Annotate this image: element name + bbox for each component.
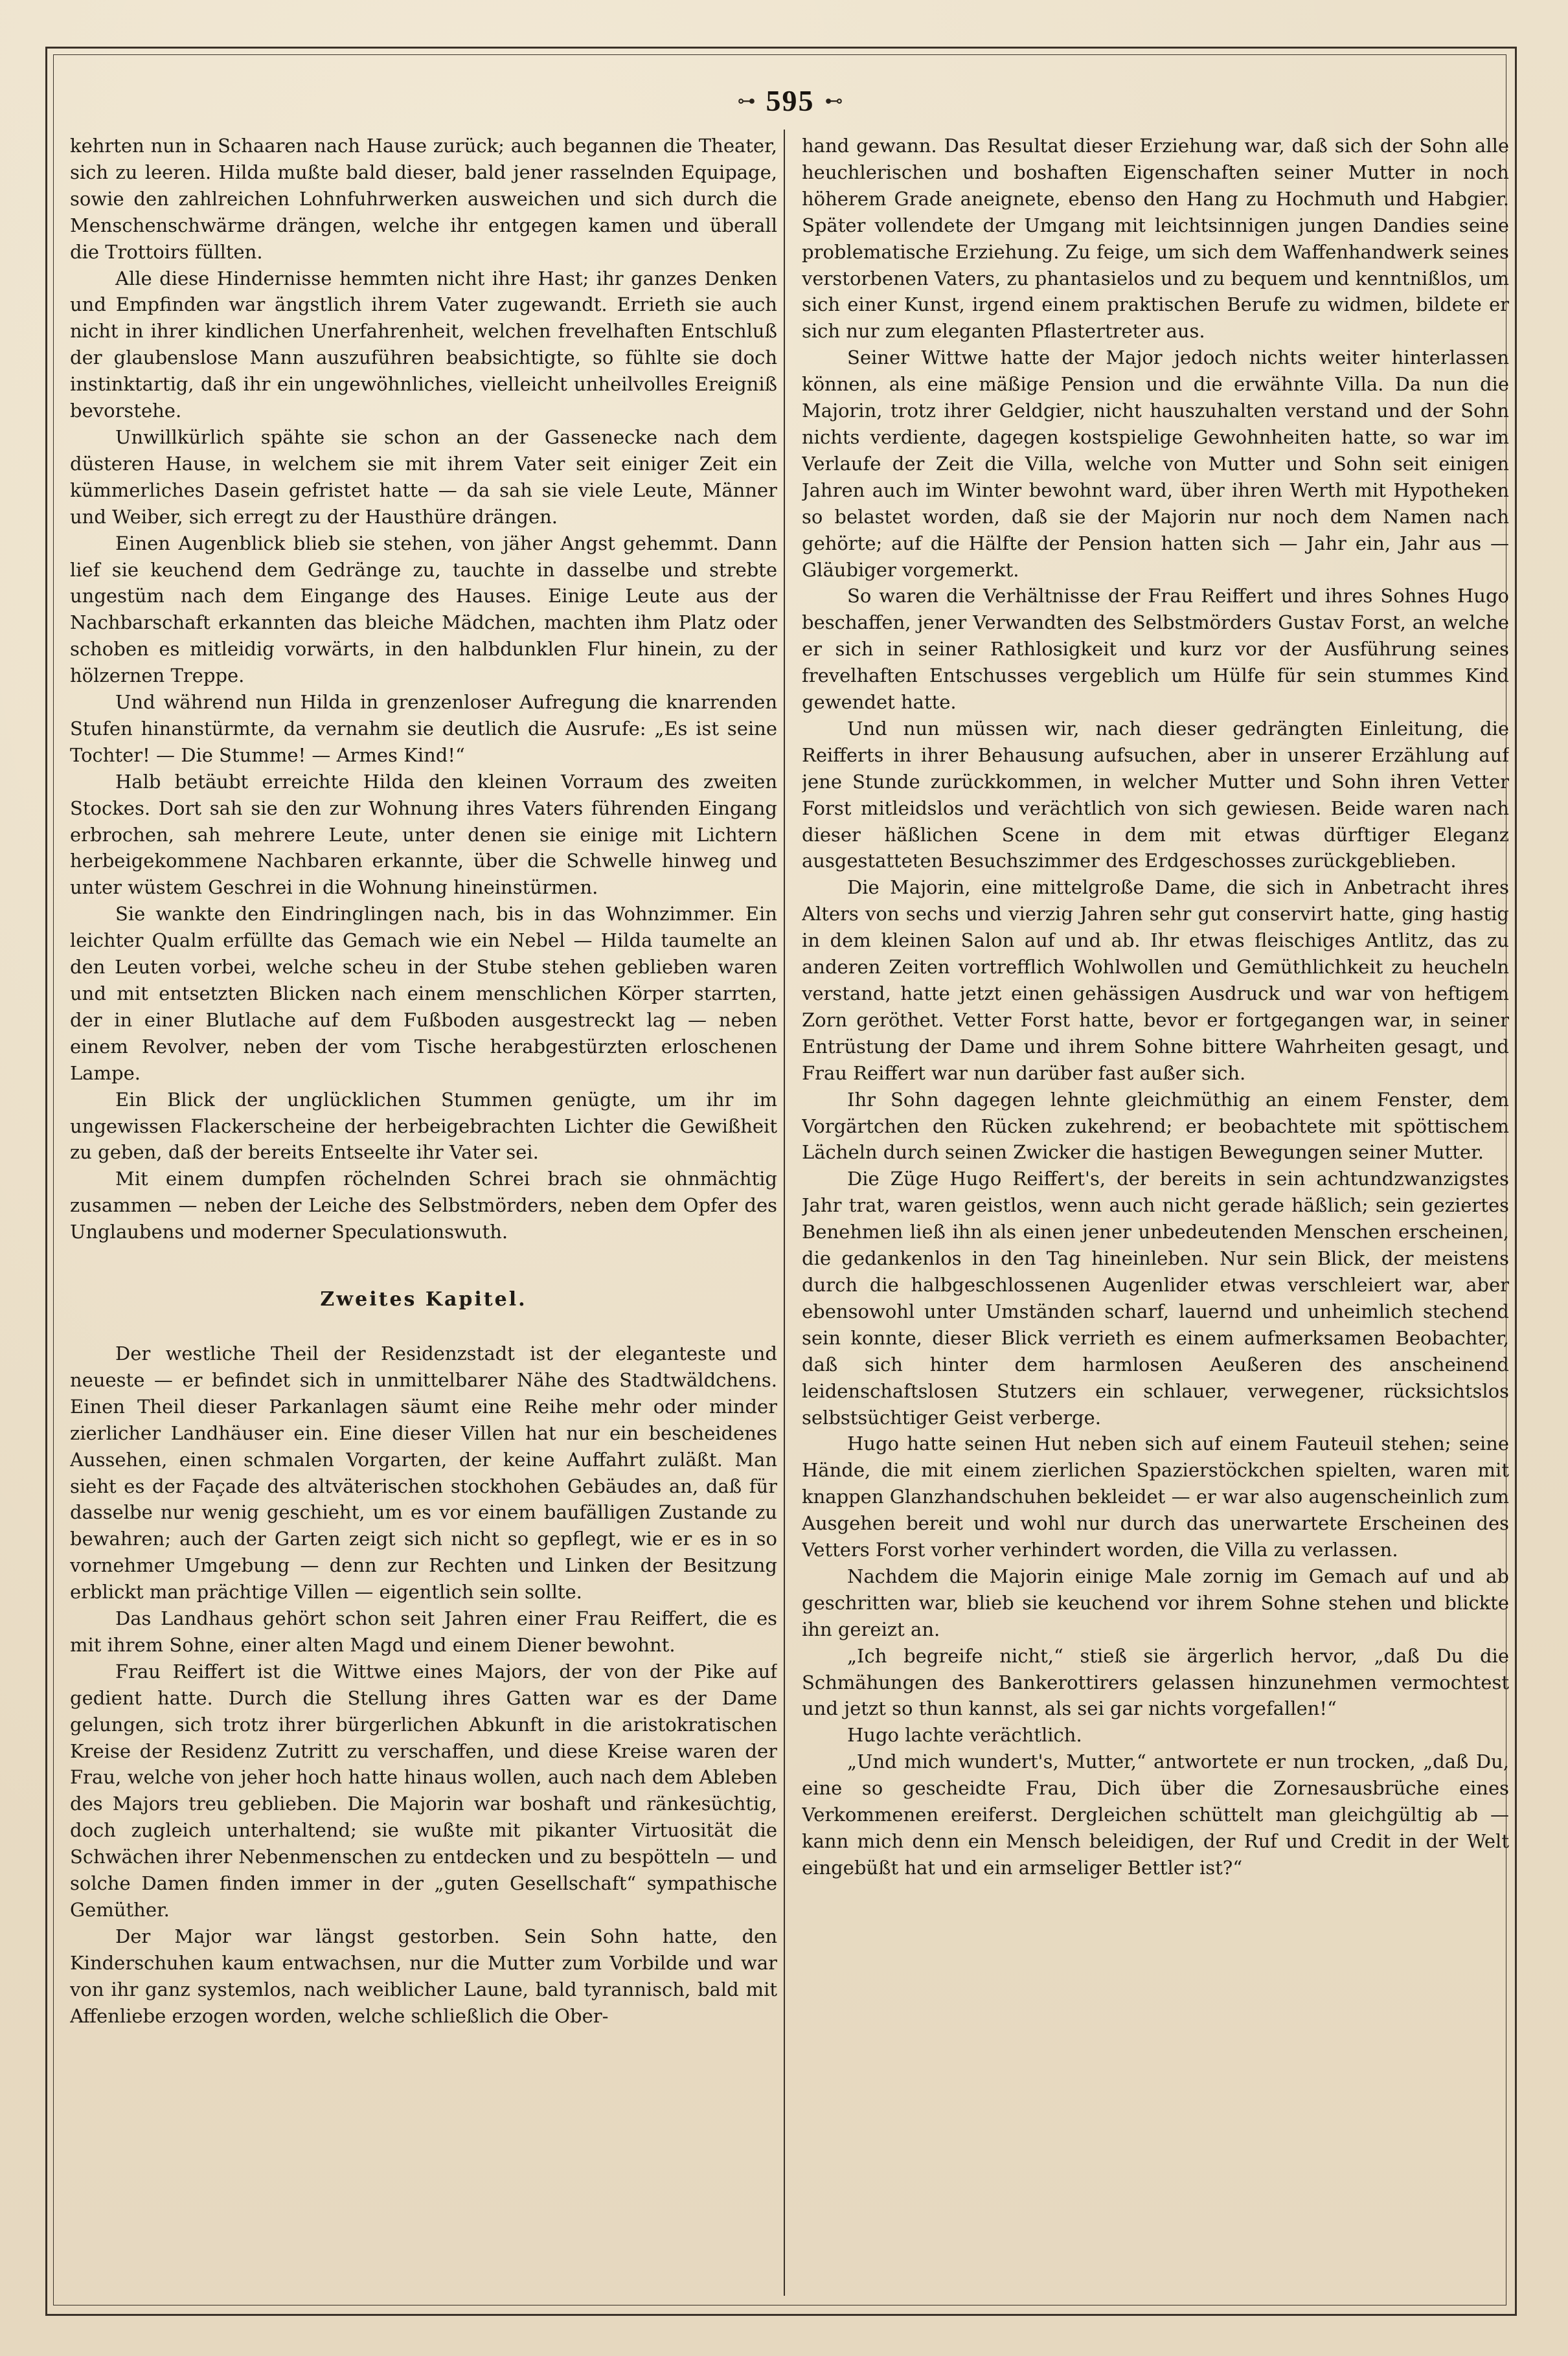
paragraph: Und während nun Hilda in grenzenloser Aufregung die knarrenden Stufen hinanstürmte, da vernahm sie deutlich die Ausrufe: „Es ist seine Tochter! — Die Stumme! — Armes Kind!“ [70,691,777,766]
ornament-right-icon: ⊷ [824,89,843,111]
paragraph: Hugo lachte verächtlich. [847,1724,1082,1747]
paragraph: Nachdem die Majorin einige Male zornig im Gemach auf und ab geschritten war, blieb sie keuchend vor ihrem Sohne stehen und blickte ihn gereizt an. [802,1565,1509,1640]
left-column [70,133,777,2296]
paragraph: Ein Blick der unglücklichen Stummen genügte, um ihr im ungewissen Flackerscheine der herbeigebrachten Lichter die Gewißheit zu geben, daß der bereits Entseelte ihr Vater sei. [70,1088,777,1164]
paragraph: So waren die Verhältnisse der Frau Reiffert und ihres Sohnes Hugo beschaffen, jener Verwandten des Selbstmörders Gustav Forst, an welche er sich in seiner Rathlosigkeit und kurz vor der Ausführung seines frevelhaften Entschusses vergeblich um Hülfe für sein stummes Kind gewendet hatte. [802,585,1509,714]
paragraph: hand gewann. Das Resultat dieser Erziehung war, daß sich der Sohn alle heuchlerischen und boshaften Eigenschaften seiner Mutter in noch höherem Grade aneignete, ebenso den Hang zu Hochmuth und Habgier. Später vollendete der Umgang mit leichtsinnigen jungen Dandies seine problematische Erziehung. Zu feige, um sich dem Waffenhandwerk seines verstorbenen Vaters, zu phantasielos und zu bequem und kenntnißlos, um sich einer Kunst, irgend einem praktischen Berufe zu widmen, bildete er sich nur zum eleganten Pflastertreter aus. [802,135,1509,343]
paragraph: Seiner Wittwe hatte der Major jedoch nichts weiter hinterlassen können, als eine mäßige Pension und die erwähnte Villa. Da nun die Majorin, trotz ihrer Geldgier, nicht hauszuhalten verstand und der Sohn nichts verdiente, dagegen kostspielige Gewohnheiten hatte, so war im Verlaufe der Zeit die Villa, welche von Mutter und Sohn seit einigen Jahren auch im Winter bewohnt ward, über ihren Werth mit Hypotheken so belastet worden, daß sie der Majorin nur noch dem Namen nach gehörte; auf die Hälfte der Pension hatten sich — Jahr ein, Jahr aus — Gläubiger vorgemerkt. [802,346,1509,581]
paragraph: Mit einem dumpfen röchelnden Schrei brach sie ohnmächtig zusammen — neben der Leiche des Selbstmörders, neben dem Opfer des Unglaubens und moderner Speculationswuth. [70,1168,777,1243]
ornament-left-icon: ⊶ [737,89,756,111]
paragraph: Das Landhaus gehört schon seit Jahren einer Frau Reiffert, die es mit ihrem Sohne, einer alten Magd und einem Diener bewohnt. [70,1607,777,1656]
page-number: 595 [766,84,815,117]
paragraph: „Ich begreife nicht,“ stieß sie ärgerlich hervor, „daß Du die Schmähungen des Bankerottirers gelassen hinzunehmen vermochtest und jetzt so thun kannst, als sei gar nichts vorgefallen!“ [802,1644,1509,1720]
paragraph: Und nun müssen wir, nach dieser gedrängten Einleitung, die Reifferts in ihrer Behausung aufsuchen, aber in unserer Erzählung auf jene Stunde zurückkommen, in welcher Mutter und Sohn ihren Vetter Forst mitleidslos und verächtlich von sich gewiesen. Beide waren nach dieser häßlichen Scene in dem mit etwas dürftiger Eleganz ausgestatteten Besuchszimmer des Erdgeschosses zurückgeblieben. [802,717,1509,872]
paragraph: Unwillkürlich spähte sie schon an der Gassenecke nach dem düsteren Hause, in welchem sie mit ihrem Vater seit einiger Zeit ein kümmerliches Dasein gefristet hatte — da sah sie viele Leute, Männer und Weiber, sich erregt zu der Hausthüre drängen. [70,425,777,528]
paragraph: Die Majorin, eine mittelgroße Dame, die sich in Anbetracht ihres Alters von sechs und vierzig Jahren sehr gut conservirt hatte, ging hastig in dem kleinen Salon auf und ab. Ihr etwas fleischiges Antlitz, das zu anderen Zeiten vortrefflich Wohlwollen und Gemüthlichkeit zu heucheln verstand, hatte jetzt einen gehässigen Ausdruck und war von heftigem Zorn geröthet. Vetter Forst hatte, bevor er fortgegangen war, in seiner Entrüstung der Dame und ihrem Sohne bittere Wahrheiten gesagt, und Frau Reiffert war nun darüber fast außer sich. [802,876,1509,1084]
paragraph: Sie wankte den Eindringlingen nach, bis in das Wohnzimmer. Ein leichter Qualm erfüllte das Gemach wie ein Nebel — Hilda taumelte an den Leuten vorbei, welche scheu in der Stube stehen geblieben waren und mit entsetzten Blicken nach einem menschlichen Körper starrten, der in einer Blutlache auf dem Fußboden ausgestreckt lag — neben einem Revolver, neben der vom Tische herabgestürzten erloschenen Lampe. [70,903,777,1084]
paragraph: Die Züge Hugo Reiffert's, der bereits in sein achtundzwanzigstes Jahr trat, waren geistlos, wenn auch nicht gerade häßlich; sein geziertes Benehmen ließ ihn als einen jener unbedeutenden Menschen erscheinen, die gedankenlos in den Tag hineinleben. Nur sein Blick, der meistens durch die halbgeschlossenen Augenlider etwas verschleiert war, aber ebensowohl unter Umständen scharf, lauernd und unheimlich stechend sein konnte, dieser Blick verrieth es einem aufmerksamen Beobachter, daß sich hinter dem harmlosen Aeußeren des anscheinend leidenschaftslosen Stutzers ein schlauer, verwegener, rücksichtslos selbstsüchtiger Geist verberge. [802,1168,1509,1429]
paragraph: Frau Reiffert ist die Wittwe eines Majors, der von der Pike auf gedient hatte. Durch die Stellung ihres Gatten war es der Dame gelungen, sich trotz ihrer bürgerlichen Abkunft in die aristokratischen Kreise der Residenz Zutritt zu verschaffen, und diese Kreise waren der Frau, welche von jeher hoch hatte hinaus wollen, auch nach dem Ableben des Majors treu geblieben. Die Majorin war boshaft und ränkesüchtig, doch zugleich unterhaltend; sie wußte mit pikanter Virtuosität die Schwächen ihrer Nebenmenschen zu entdecken und zu bespötteln — und solche Damen finden immer in der „guten Gesellschaft“ sympathische Gemüther. [70,1660,777,1921]
paragraph: Alle diese Hindernisse hemmten nicht ihre Hast; ihr ganzes Denken und Empfinden war ängstlich ihrem Vater zugewandt. Errieth sie auch nicht in ihrer kindlichen Unerfahrenheit, welchen frevelhaften Entschluß der glaubenslose Mann auszuführen beabsichtigte, so fühlte sie doch instinktartig, daß ihr ein ungewöhnliches, vielleicht unheilvolles Ereigniß bevorstehe. [70,267,777,422]
paragraph: Der westliche Theil der Residenzstadt ist der eleganteste und neueste — er befindet sich in unmittelbarer Nähe des Stadtwäldchens. Einen Theil dieser Parkanlagen säumt eine Reihe mehr oder minder zierlicher Landhäuser ein. Eine dieser Villen hat nur ein bescheidenes Aussehen, einen schmalen Vorgarten, der keine Auffahrt zuläßt. Man sieht es der Façade des altväterischen stockhohen Gebäudes an, daß für dasselbe nur wenig geschieht, um es vor einem baufälligen Zustande zu bewahren; auch der Garten zeigt sich nicht so gepflegt, wie er es in so vornehmer Umgebung — denn zur Rechten und Linken der Besitzung erblickt man prächtige Villen — eigentlich sein sollte. [70,1342,777,1603]
column-divider [784,130,785,2296]
paragraph: Hugo hatte seinen Hut neben sich auf einem Fauteuil stehen; seine Hände, die mit einem zierlichen Spazierstöckchen spielten, waren mit knappen Glanzhandschuhen bekleidet — er war also augenscheinlich zum Ausgehen bereit und wohl nur durch das unerwartete Erscheinen des Vetters Forst vorher verhindert worden, die Villa zu verlassen. [802,1433,1509,1561]
paragraph: Ihr Sohn dagegen lehnte gleichmüthig an einem Fenster, dem Vorgärtchen den Rücken zukehrend; er beobachtete mit spöttischem Lächeln durch seinen Zwicker die hastigen Bewegungen seiner Mutter. [802,1088,1509,1164]
paragraph: kehrten nun in Schaaren nach Hause zurück; auch begannen die Theater, sich zu leeren. Hilda mußte bald dieser, bald jener rasselnden Equipage, sowie den zahlreichen Lohnfuhrwerken ausweichen und sich durch die Menschenschwärme drängen, welche ihr entgegen kamen und überall die Trottoirs füllten. [70,135,777,263]
paragraph: „Und mich wundert's, Mutter,“ antwortete er nun trocken, „daß Du, eine so gescheidte Frau, Dich über die Zornesausbrüche eines Verkommenen ereiferst. Dergleichen schüttelt man gleichgültig ab — kann mich denn ein Mensch beleidigen, der Ruf und Credit in der Welt eingebüßt hat und ein armseliger Bettler ist?“ [802,1750,1509,1879]
right-column [802,133,1509,2296]
chapter-heading: Zweites Kapitel. [320,1288,527,1311]
paragraph: Halb betäubt erreichte Hilda den kleinen Vorraum des zweiten Stockes. Dort sah sie den zur Wohnung ihres Vaters führenden Eingang erbrochen, sah mehrere Leute, unter denen sie einige mit Lichtern herbeigekommene Nachbaren erkannte, über die Schwelle hinweg und unter wüstem Geschrei in die Wohnung hineinstürmen. [70,770,777,899]
paragraph: Einen Augenblick blieb sie stehen, von jäher Angst gehemmt. Dann lief sie keuchend dem Gedränge zu, tauchte in dasselbe und strebte ungestüm nach dem Eingange des Hauses. Einige Leute aus der Nachbarschaft erkannten das bleiche Mädchen, machten ihm Platz oder schoben es mitleidig vorwärts, in den halbdunklen Flur hinein, zu der hölzernen Treppe. [70,532,777,687]
paragraph: Der Major war längst gestorben. Sein Sohn hatte, den Kinderschuhen kaum entwachsen, nur die Mutter zum Vorbilde und war von ihr ganz systemlos, nach weiblicher Laune, bald tyrannisch, bald mit Affenliebe erzogen worden, welche schließlich die Ober- [70,1925,777,2027]
page-header [712,78,868,123]
